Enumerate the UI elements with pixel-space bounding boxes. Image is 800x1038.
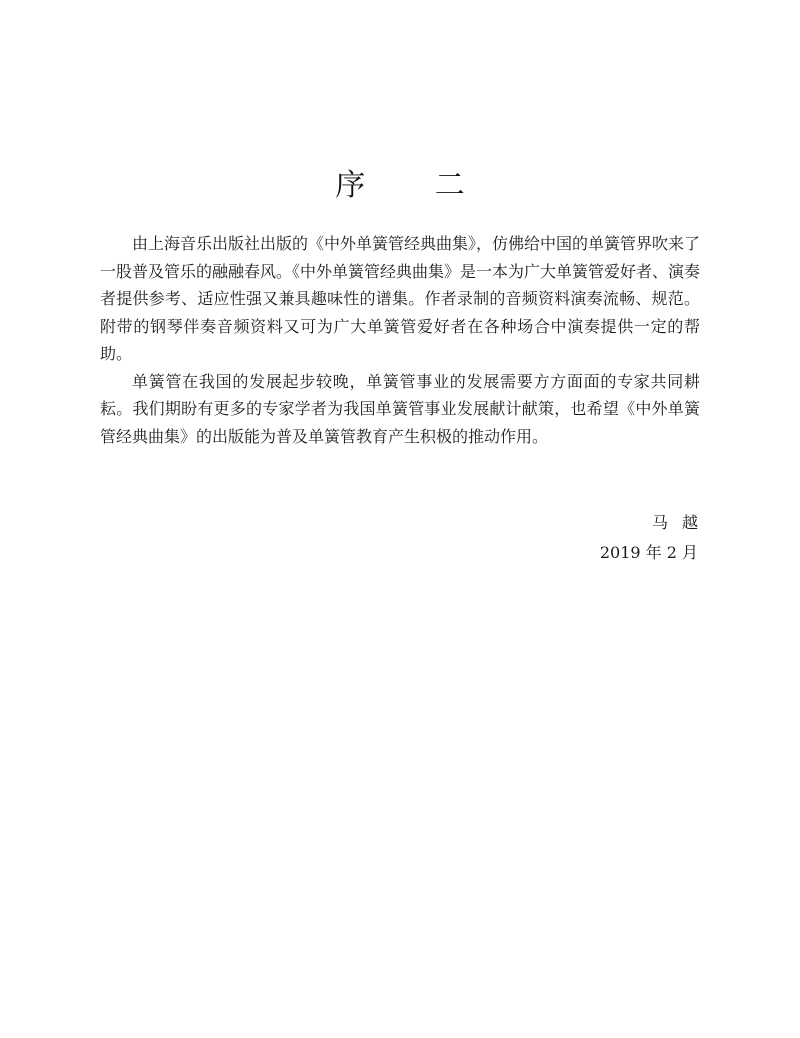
page-title: 序 二 [335,168,495,203]
paragraph-2: 单簧管在我国的发展起步较晚，单簧管事业的发展需要方方面面的专家共同耕耘。我们期盼有更多的专家学者为我国单簧管事业发展献计献策，也希望《中外单簧管经典曲集》的出版能为普及单簧管教育产生积极的推动作用。 [100,371,700,446]
author-name: 马越 [651,513,712,532]
signature-date: 2019 年 2 月 [599,543,698,562]
paragraph-1: 由上海音乐出版社出版的《中外单簧管经典曲集》，仿佛给中国的单簧管界吹来了一股普及管乐的融融春风。《中外单簧管经典曲集》是一本为广大单簧管爱好者、演奏者提供参考、适应性强又兼具趣味性的谱集。作者录制的音频资料演奏流畅、规范。附带的钢琴伴奏音频资料又可为广大单簧管爱好者在各种场合中演奏提供一定的帮助。 [100,234,701,363]
signature-block [599,508,712,568]
body-text [100,230,700,450]
